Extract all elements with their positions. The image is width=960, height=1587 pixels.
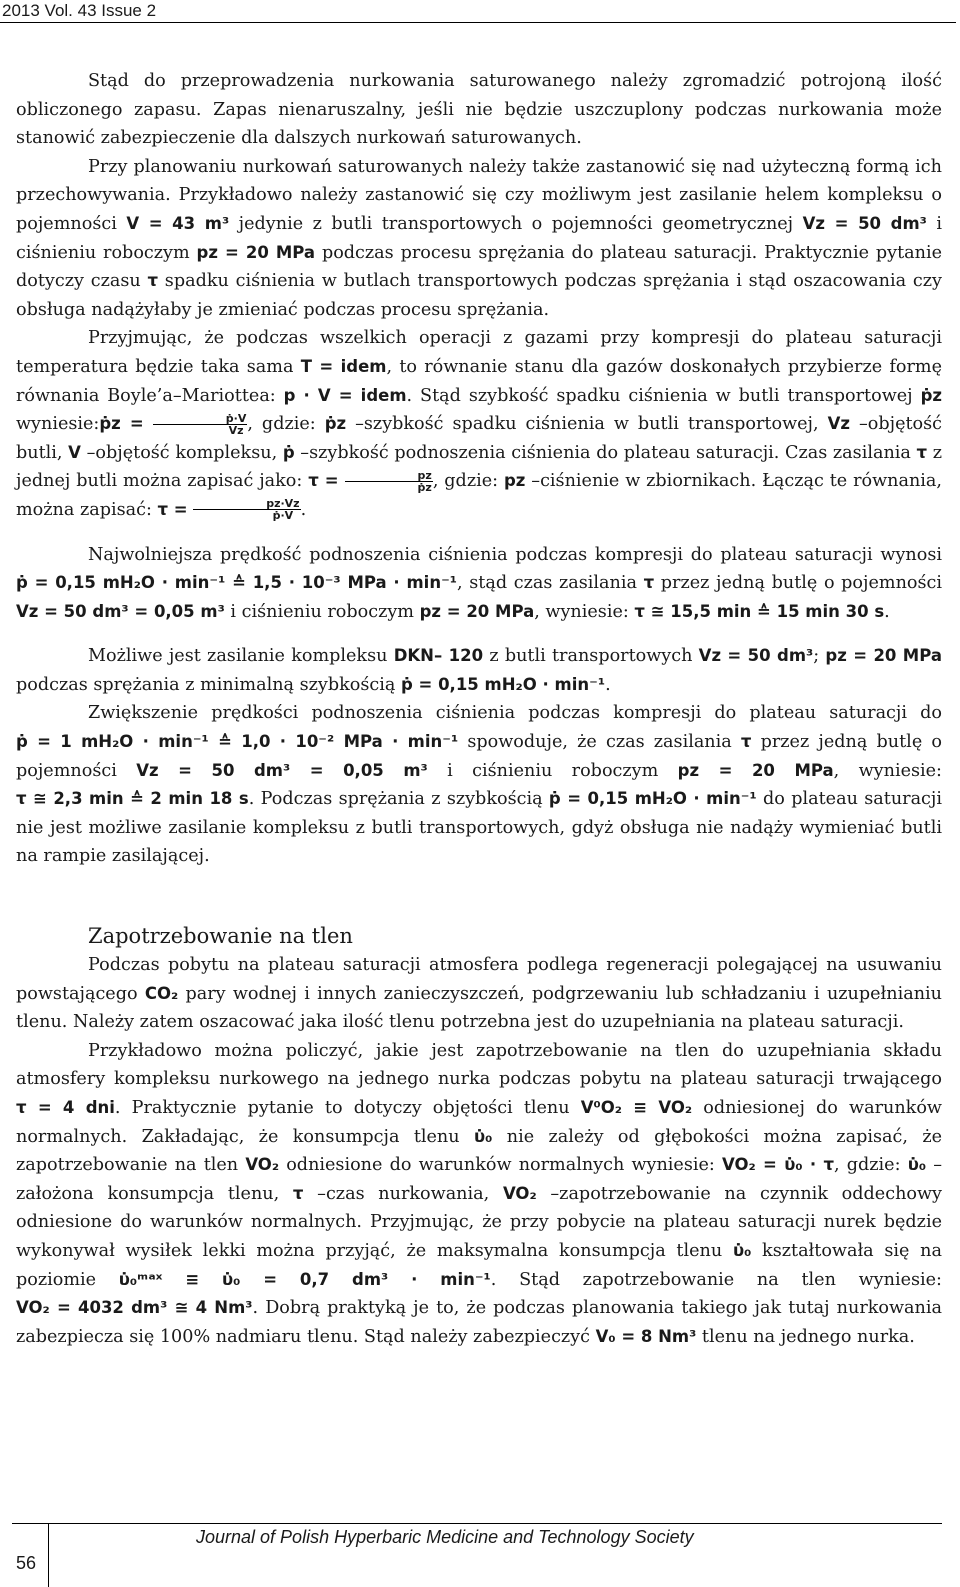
formula: ṗ = 0,15 mH₂O · min⁻¹ ≙ 1,5 · 10⁻³ MPa · min⁻¹ bbox=[16, 573, 458, 593]
formula: υ̇₀ bbox=[732, 1240, 752, 1260]
formula: τ bbox=[147, 271, 159, 291]
formula: υ̇₀ᵐᵃˣ ≡ υ̇₀ = 0,7 dm³ · min⁻¹ bbox=[118, 1269, 491, 1289]
formula: pz bbox=[503, 471, 526, 491]
formula: Vz bbox=[827, 414, 850, 434]
issue-header: 2013 Vol. 43 Issue 2 bbox=[2, 1, 157, 20]
page-number: 56 bbox=[16, 1553, 37, 1573]
paragraph-1: Stąd do przeprowadzenia nurkowania saturowanego należy zgromadzić potrojoną ilość obliczonego zapasu. Zapas nienaruszalny, jeśli nie będzie uszczuplony podczas nurkowania może stanowić zabezpieczenie dla dalszych nurkowań saturowanych. bbox=[16, 71, 942, 149]
paragraph-5: Możliwe jest zasilanie kompleksu DKN– 120 z butli transportowych Vz = 50 dm³; pz = 20 MPa podczas sprężania z minimalną szybkością ṗ = 0,15 mH₂O · min⁻¹. bbox=[16, 646, 943, 695]
article-body bbox=[16, 67, 942, 1351]
fraction: $\frac{pz\cdot Vz}{\text{ṗ·V}}$ bbox=[193, 498, 300, 521]
paragraph-6: Zwiększenie prędkości podnoszenia ciśnienia podczas kompresji do plateau saturacji do ṗ = 1 mH₂O · min⁻¹ ≙ 1,0 · 10⁻² MPa · min⁻¹ spowoduje, że czas zasilania τ przez jedną butlę o pojemności Vz = 50 dm³ = 0,05 m³ i ciśnieniu roboczym pz = 20 MPa, wyniesie: τ ≅ 2,3 min ≙ 2 min 18 s. Podczas sprężania z szybkością ṗ = 0,15 mH₂O · min⁻¹ do plateau saturacji nie jest możliwe zasilanie kompleksu z butli transportowych, gdyż obsługa nie nadąży wymieniać butli na rampie zasilającej. bbox=[16, 703, 942, 867]
formula: pz = 20 MPa bbox=[196, 242, 316, 262]
formula: p · V = idem bbox=[283, 385, 407, 405]
paragraph-8: Przykładowo można policzyć, jakie jest zapotrzebowanie na tlen do uzupełniania składu atmosfery kompleksu nurkowego na jednego nurka podczas pobytu na plateau saturacji trwającego τ = 4 dni. Praktycznie pytanie to dotyczy objętości tlenu V⁰O₂ ≡ VO₂ odniesionej do warunków normalnych. Zakładając, że konsumpcja tlenu υ̇₀ nie zależy od głębokości można zapisać, że zapotrzebowanie na tlen VO₂ odniesione do warunków normalnych wyniesie: VO₂ = υ̇₀ · τ, gdzie: υ̇₀ –założona konsumpcja tlenu, τ –czas nurkowania, VO₂ –zapotrzebowanie na czynnik oddechowy odniesione do warunków normalnych. Przyjmując, że przy pobycie na plateau saturacji nurek będzie wykonywał wysiłek lekki można przyjąć, że maksymalna konsumpcja tlenu υ̇₀ kształtowała się na poziomie υ̇₀ᵐᵃˣ ≡ υ̇₀ = 0,7 dm³ · min⁻¹. Stąd zapotrzebowanie na tlen wyniesie: VO₂ = 4032 dm³ ≅ 4 Nm³. Dobrą praktyką je to, że podczas planowania takiego jak tutaj nurkowania zabezpiecza się 100% nadmiaru tlenu. Stąd należy zabezpieczyć V₀ = 8 Nm³ tlenu na jednego nurka. bbox=[16, 1040, 943, 1347]
formula: ṗz = bbox=[99, 414, 144, 434]
formula: V₀ = 8 Nm³ bbox=[595, 1326, 697, 1346]
formula: VO₂ bbox=[245, 1155, 280, 1175]
formula: pz = 20 MPa bbox=[419, 601, 535, 621]
formula: V⁰O₂ ≡ VO₂ bbox=[580, 1098, 693, 1117]
formula: τ = bbox=[157, 499, 188, 519]
header-rule bbox=[0, 22, 956, 23]
formula: ṗ = 0,15 mH₂O · min⁻¹ bbox=[548, 789, 757, 809]
formula: τ bbox=[643, 573, 655, 593]
paragraph-3: Przyjmując, że podczas wszelkich operacji z gazami przy kompresji do plateau saturacji temperatura będzie taka sama T = idem, to równanie stanu dla gazów doskonałych przybierze formę równania Boyle’a–Mariottea: p · V = idem. Stąd szybkość spadku ciśnienia w butli transportowej ṗz wyniesie:ṗz = $\frac{\text{ṗ·V}}{Vz}$ , gdzie: ṗz –szybkość spadku ciśnienia w butli transportowej, Vz –objętość butli, V –objętość kompleksu, ṗ –szybkość podnoszenia ciśnienia do plateau saturacji. Czas zasilania τ z jednej butli można zapisać jako: τ = $\frac{pz}{\text{ṗz}}$ , gdzie: pz –ciśnienie w zbiornikach. Łącząc te równania, można zapisać: τ = $\frac{pz\cdot Vz}{\text{ṗ·V}}$ . bbox=[16, 328, 943, 523]
formula: pz = 20 MPa bbox=[677, 760, 834, 780]
formula: pz = 20 MPa bbox=[825, 646, 943, 666]
formula: Vz = 50 dm³ = 0,05 m³ bbox=[16, 601, 225, 621]
formula: ṗz bbox=[920, 385, 942, 405]
formula: VO₂ bbox=[502, 1183, 537, 1203]
formula: Vz = 50 dm³ bbox=[802, 213, 927, 233]
formula: Vz = 50 dm³ bbox=[698, 646, 814, 666]
formula: ṗ = 0,15 mH₂O · min⁻¹ bbox=[400, 674, 606, 694]
formula: ṗz bbox=[324, 414, 347, 434]
formula: τ = bbox=[308, 471, 339, 491]
formula: DKN– 120 bbox=[393, 646, 484, 666]
formula: V = 43 m³ bbox=[126, 213, 230, 233]
formula: τ = 4 dni bbox=[16, 1098, 115, 1117]
formula: τ bbox=[292, 1183, 304, 1203]
fraction: $\frac{pz}{\text{ṗz}}$ bbox=[345, 470, 433, 493]
formula: ṗ = 1 mH₂O · min⁻¹ ≙ 1,0 · 10⁻² MPa · min⁻¹ bbox=[16, 732, 459, 752]
footer-divider bbox=[48, 1523, 49, 1587]
formula: ṗ bbox=[282, 442, 295, 462]
formula: τ ≅ 2,3 min ≙ 2 min 18 s bbox=[16, 789, 249, 809]
formula: VO₂ = υ̇₀ · τ bbox=[722, 1155, 834, 1175]
paragraph-4: Najwolniejsza prędkość podnoszenia ciśnienia podczas kompresji do plateau saturacji wynosi ṗ = 0,15 mH₂O · min⁻¹ ≙ 1,5 · 10⁻³ MPa · min⁻¹, stąd czas zasilania τ przez jedną butlę o pojemności Vz = 50 dm³ = 0,05 m³ i ciśnieniu roboczym pz = 20 MPa, wyniesie: τ ≅ 15,5 min ≙ 15 min 30 s. bbox=[16, 544, 942, 622]
formula: τ bbox=[916, 442, 928, 462]
formula: Vz = 50 dm³ = 0,05 m³ bbox=[136, 760, 428, 780]
formula: υ̇₀ bbox=[474, 1126, 493, 1146]
formula: T = idem bbox=[300, 356, 387, 376]
paragraph-2: Przy planowaniu nurkowań saturowanych należy także zastanowić się nad użyteczną formą ich przechowywania. Przykładowo należy zastanowić się czy możliwym jest zasilanie helem kompleksu o pojemności V = 43 m³ jedynie z butli transportowych o pojemności geometrycznej Vz = 50 dm³ i ciśnieniu roboczym pz = 20 MPa podczas procesu sprężania do plateau saturacji. Praktycznie pytanie dotyczy czasu τ spadku ciśnienia w butlach transportowych podczas sprężania i stąd oszacowania czy obsługa nadążyłaby je zmieniać podczas procesu sprężania. bbox=[16, 156, 943, 320]
formula: τ bbox=[740, 732, 752, 752]
formula: VO₂ = 4032 dm³ ≅ 4 Nm³ bbox=[16, 1298, 253, 1318]
formula: CO₂ bbox=[144, 983, 179, 1003]
journal-name: Journal of Polish Hyperbaric Medicine and Technology Society bbox=[196, 1527, 694, 1547]
formula: υ̇₀ bbox=[907, 1155, 927, 1175]
footer-rule bbox=[12, 1523, 942, 1524]
section-heading: Zapotrzebowanie na tlen bbox=[88, 924, 353, 949]
formula: V bbox=[68, 442, 81, 462]
fraction: $\frac{\text{ṗ·V}}{Vz}$ bbox=[153, 413, 248, 436]
paragraph-7: Podczas pobytu na plateau saturacji atmosfera podlega regeneracji polegającej na usuwaniu powstającego CO₂ pary wodnej i innych zanieczyszczeń, podgrzewaniu lub schładzaniu i uzupełnianiu tlenu. Należy zatem oszacować jaka ilość tlenu potrzebna jest do uzupełniania na plateau saturacji. bbox=[16, 955, 942, 1033]
formula: τ ≅ 15,5 min ≙ 15 min 30 s bbox=[634, 601, 885, 621]
